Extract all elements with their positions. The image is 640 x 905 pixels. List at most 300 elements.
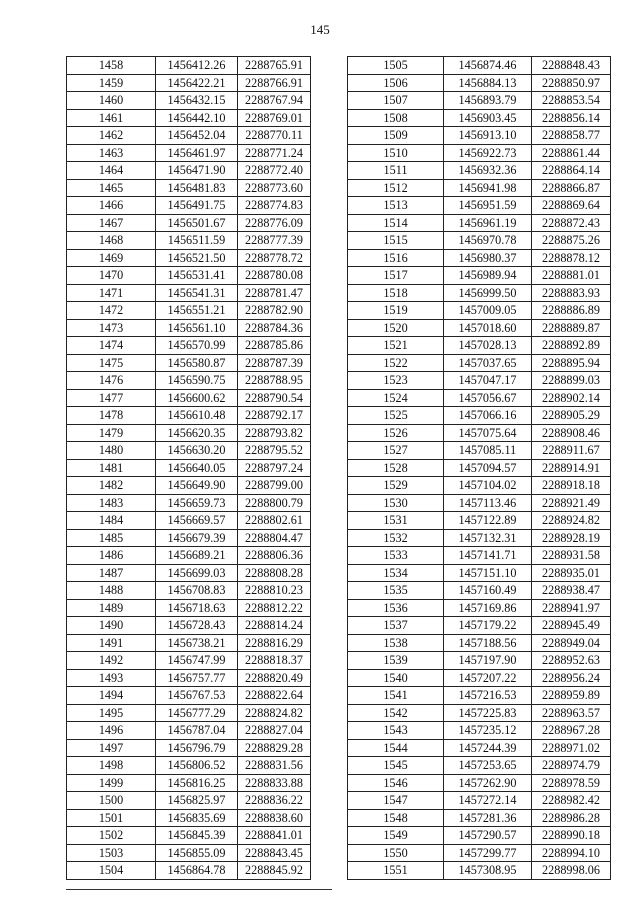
point-number-cell: 1511 bbox=[348, 162, 444, 180]
y-coordinate-cell: 2288777.39 bbox=[238, 232, 311, 250]
table-row bbox=[67, 267, 311, 285]
y-coordinate-cell: 2288831.56 bbox=[238, 757, 311, 775]
table-row bbox=[67, 757, 311, 775]
x-coordinate-cell: 1457113.46 bbox=[444, 494, 532, 512]
x-coordinate-cell: 1457132.31 bbox=[444, 529, 532, 547]
table-row bbox=[348, 179, 611, 197]
x-coordinate-cell: 1457009.05 bbox=[444, 302, 532, 320]
table-row bbox=[348, 144, 611, 162]
y-coordinate-cell: 2288938.47 bbox=[532, 582, 611, 600]
table-row bbox=[348, 687, 611, 705]
y-coordinate-cell: 2288850.97 bbox=[532, 74, 611, 92]
point-number-cell: 1518 bbox=[348, 284, 444, 302]
y-coordinate-cell: 2288924.82 bbox=[532, 512, 611, 530]
x-coordinate-cell: 1456951.59 bbox=[444, 197, 532, 215]
x-coordinate-cell: 1457169.86 bbox=[444, 599, 532, 617]
table-row bbox=[67, 127, 311, 145]
x-coordinate-cell: 1457272.14 bbox=[444, 792, 532, 810]
x-coordinate-cell: 1456999.50 bbox=[444, 284, 532, 302]
table-row bbox=[348, 827, 611, 845]
x-coordinate-cell: 1456442.10 bbox=[156, 109, 238, 127]
x-coordinate-cell: 1456551.21 bbox=[156, 302, 238, 320]
x-coordinate-cell: 1456835.69 bbox=[156, 809, 238, 827]
point-number-cell: 1498 bbox=[67, 757, 156, 775]
x-coordinate-cell: 1457262.90 bbox=[444, 774, 532, 792]
table-row bbox=[67, 774, 311, 792]
y-coordinate-cell: 2288836.22 bbox=[238, 792, 311, 810]
table-row bbox=[348, 302, 611, 320]
y-coordinate-cell: 2288869.64 bbox=[532, 197, 611, 215]
x-coordinate-cell: 1456874.46 bbox=[444, 57, 532, 75]
table-row bbox=[67, 477, 311, 495]
y-coordinate-cell: 2288963.57 bbox=[532, 704, 611, 722]
y-coordinate-cell: 2288911.67 bbox=[532, 442, 611, 460]
point-number-cell: 1527 bbox=[348, 442, 444, 460]
x-coordinate-cell: 1456787.04 bbox=[156, 722, 238, 740]
table-row bbox=[348, 319, 611, 337]
table-row bbox=[348, 249, 611, 267]
x-coordinate-cell: 1456884.13 bbox=[444, 74, 532, 92]
x-coordinate-cell: 1456501.67 bbox=[156, 214, 238, 232]
x-coordinate-cell: 1457308.95 bbox=[444, 862, 532, 880]
table-row bbox=[348, 792, 611, 810]
y-coordinate-cell: 2288767.94 bbox=[238, 92, 311, 110]
point-number-cell: 1499 bbox=[67, 774, 156, 792]
point-number-cell: 1482 bbox=[67, 477, 156, 495]
point-number-cell: 1534 bbox=[348, 564, 444, 582]
table-row bbox=[67, 197, 311, 215]
x-coordinate-cell: 1456989.94 bbox=[444, 267, 532, 285]
table-row bbox=[67, 617, 311, 635]
y-coordinate-cell: 2288793.82 bbox=[238, 424, 311, 442]
table-row bbox=[348, 424, 611, 442]
point-number-cell: 1545 bbox=[348, 757, 444, 775]
table-row bbox=[348, 372, 611, 390]
table-row bbox=[348, 57, 611, 75]
table-row bbox=[348, 232, 611, 250]
y-coordinate-cell: 2288814.24 bbox=[238, 617, 311, 635]
y-coordinate-cell: 2288774.83 bbox=[238, 197, 311, 215]
table-row bbox=[67, 74, 311, 92]
x-coordinate-cell: 1457085.11 bbox=[444, 442, 532, 460]
x-coordinate-cell: 1456640.05 bbox=[156, 459, 238, 477]
point-number-cell: 1464 bbox=[67, 162, 156, 180]
y-coordinate-cell: 2288812.22 bbox=[238, 599, 311, 617]
x-coordinate-cell: 1457094.57 bbox=[444, 459, 532, 477]
table-row bbox=[348, 459, 611, 477]
y-coordinate-cell: 2288829.28 bbox=[238, 739, 311, 757]
table-row bbox=[67, 722, 311, 740]
table-row bbox=[348, 722, 611, 740]
y-coordinate-cell: 2288883.93 bbox=[532, 284, 611, 302]
table-row bbox=[67, 809, 311, 827]
x-coordinate-cell: 1457290.57 bbox=[444, 827, 532, 845]
table-row bbox=[348, 494, 611, 512]
x-coordinate-cell: 1457028.13 bbox=[444, 337, 532, 355]
table-row bbox=[67, 652, 311, 670]
x-coordinate-cell: 1456620.35 bbox=[156, 424, 238, 442]
point-number-cell: 1478 bbox=[67, 407, 156, 425]
y-coordinate-cell: 2288808.28 bbox=[238, 564, 311, 582]
point-number-cell: 1458 bbox=[67, 57, 156, 75]
table-row bbox=[348, 774, 611, 792]
x-coordinate-cell: 1456471.90 bbox=[156, 162, 238, 180]
coordinates-table-right-body bbox=[348, 57, 611, 880]
x-coordinate-cell: 1456511.59 bbox=[156, 232, 238, 250]
x-coordinate-cell: 1456481.83 bbox=[156, 179, 238, 197]
x-coordinate-cell: 1457056.67 bbox=[444, 389, 532, 407]
point-number-cell: 1494 bbox=[67, 687, 156, 705]
x-coordinate-cell: 1456689.21 bbox=[156, 547, 238, 565]
x-coordinate-cell: 1457122.89 bbox=[444, 512, 532, 530]
x-coordinate-cell: 1457141.71 bbox=[444, 547, 532, 565]
point-number-cell: 1501 bbox=[67, 809, 156, 827]
point-number-cell: 1471 bbox=[67, 284, 156, 302]
point-number-cell: 1466 bbox=[67, 197, 156, 215]
point-number-cell: 1481 bbox=[67, 459, 156, 477]
x-coordinate-cell: 1456816.25 bbox=[156, 774, 238, 792]
coordinates-table-left bbox=[66, 56, 311, 880]
y-coordinate-cell: 2288878.12 bbox=[532, 249, 611, 267]
point-number-cell: 1512 bbox=[348, 179, 444, 197]
point-number-cell: 1465 bbox=[67, 179, 156, 197]
x-coordinate-cell: 1456570.99 bbox=[156, 337, 238, 355]
table-row bbox=[67, 319, 311, 337]
x-coordinate-cell: 1456747.99 bbox=[156, 652, 238, 670]
point-number-cell: 1500 bbox=[67, 792, 156, 810]
point-number-cell: 1526 bbox=[348, 424, 444, 442]
table-row bbox=[67, 494, 311, 512]
table-row bbox=[348, 477, 611, 495]
point-number-cell: 1533 bbox=[348, 547, 444, 565]
x-coordinate-cell: 1457188.56 bbox=[444, 634, 532, 652]
y-coordinate-cell: 2288875.26 bbox=[532, 232, 611, 250]
y-coordinate-cell: 2288974.79 bbox=[532, 757, 611, 775]
table-row bbox=[67, 372, 311, 390]
point-number-cell: 1549 bbox=[348, 827, 444, 845]
y-coordinate-cell: 2288790.54 bbox=[238, 389, 311, 407]
x-coordinate-cell: 1456610.48 bbox=[156, 407, 238, 425]
x-coordinate-cell: 1457037.65 bbox=[444, 354, 532, 372]
point-number-cell: 1522 bbox=[348, 354, 444, 372]
point-number-cell: 1540 bbox=[348, 669, 444, 687]
y-coordinate-cell: 2288928.19 bbox=[532, 529, 611, 547]
y-coordinate-cell: 2288781.47 bbox=[238, 284, 311, 302]
table-row bbox=[67, 57, 311, 75]
table-row bbox=[348, 529, 611, 547]
table-row bbox=[348, 162, 611, 180]
page-number: 145 bbox=[310, 22, 330, 37]
x-coordinate-cell: 1456893.79 bbox=[444, 92, 532, 110]
y-coordinate-cell: 2288994.10 bbox=[532, 844, 611, 862]
y-coordinate-cell: 2288800.79 bbox=[238, 494, 311, 512]
table-row bbox=[348, 739, 611, 757]
y-coordinate-cell: 2288990.18 bbox=[532, 827, 611, 845]
table-row bbox=[348, 214, 611, 232]
y-coordinate-cell: 2288804.47 bbox=[238, 529, 311, 547]
y-coordinate-cell: 2288797.24 bbox=[238, 459, 311, 477]
x-coordinate-cell: 1456422.21 bbox=[156, 74, 238, 92]
x-coordinate-cell: 1456669.57 bbox=[156, 512, 238, 530]
table-row bbox=[348, 109, 611, 127]
point-number-cell: 1548 bbox=[348, 809, 444, 827]
table-row bbox=[67, 512, 311, 530]
table-row bbox=[67, 337, 311, 355]
point-number-cell: 1517 bbox=[348, 267, 444, 285]
point-number-cell: 1486 bbox=[67, 547, 156, 565]
y-coordinate-cell: 2288802.61 bbox=[238, 512, 311, 530]
x-coordinate-cell: 1457179.22 bbox=[444, 617, 532, 635]
x-coordinate-cell: 1457197.90 bbox=[444, 652, 532, 670]
y-coordinate-cell: 2288833.88 bbox=[238, 774, 311, 792]
y-coordinate-cell: 2288921.49 bbox=[532, 494, 611, 512]
point-number-cell: 1503 bbox=[67, 844, 156, 862]
point-number-cell: 1539 bbox=[348, 652, 444, 670]
x-coordinate-cell: 1456699.03 bbox=[156, 564, 238, 582]
x-coordinate-cell: 1456922.73 bbox=[444, 144, 532, 162]
x-coordinate-cell: 1457225.83 bbox=[444, 704, 532, 722]
y-coordinate-cell: 2288818.37 bbox=[238, 652, 311, 670]
point-number-cell: 1476 bbox=[67, 372, 156, 390]
x-coordinate-cell: 1456521.50 bbox=[156, 249, 238, 267]
x-coordinate-cell: 1456718.63 bbox=[156, 599, 238, 617]
table-row bbox=[67, 827, 311, 845]
y-coordinate-cell: 2288780.08 bbox=[238, 267, 311, 285]
x-coordinate-cell: 1456491.75 bbox=[156, 197, 238, 215]
point-number-cell: 1520 bbox=[348, 319, 444, 337]
table-row bbox=[67, 862, 311, 880]
point-number-cell: 1505 bbox=[348, 57, 444, 75]
x-coordinate-cell: 1456412.26 bbox=[156, 57, 238, 75]
table-row bbox=[67, 144, 311, 162]
point-number-cell: 1489 bbox=[67, 599, 156, 617]
table-row bbox=[67, 844, 311, 862]
y-coordinate-cell: 2288845.92 bbox=[238, 862, 311, 880]
point-number-cell: 1462 bbox=[67, 127, 156, 145]
y-coordinate-cell: 2288856.14 bbox=[532, 109, 611, 127]
table-row bbox=[67, 424, 311, 442]
point-number-cell: 1508 bbox=[348, 109, 444, 127]
y-coordinate-cell: 2288773.60 bbox=[238, 179, 311, 197]
x-coordinate-cell: 1456708.83 bbox=[156, 582, 238, 600]
y-coordinate-cell: 2288843.45 bbox=[238, 844, 311, 862]
footer-divider bbox=[66, 889, 332, 890]
y-coordinate-cell: 2288799.00 bbox=[238, 477, 311, 495]
y-coordinate-cell: 2288902.14 bbox=[532, 389, 611, 407]
point-number-cell: 1530 bbox=[348, 494, 444, 512]
table-row bbox=[67, 92, 311, 110]
y-coordinate-cell: 2288978.59 bbox=[532, 774, 611, 792]
y-coordinate-cell: 2288892.89 bbox=[532, 337, 611, 355]
table-row bbox=[348, 704, 611, 722]
x-coordinate-cell: 1457018.60 bbox=[444, 319, 532, 337]
table-row bbox=[348, 354, 611, 372]
x-coordinate-cell: 1456452.04 bbox=[156, 127, 238, 145]
point-number-cell: 1550 bbox=[348, 844, 444, 862]
point-number-cell: 1542 bbox=[348, 704, 444, 722]
y-coordinate-cell: 2288765.91 bbox=[238, 57, 311, 75]
table-row bbox=[67, 704, 311, 722]
point-number-cell: 1536 bbox=[348, 599, 444, 617]
table-row bbox=[348, 844, 611, 862]
table-row bbox=[67, 162, 311, 180]
point-number-cell: 1463 bbox=[67, 144, 156, 162]
y-coordinate-cell: 2288816.29 bbox=[238, 634, 311, 652]
y-coordinate-cell: 2288889.87 bbox=[532, 319, 611, 337]
x-coordinate-cell: 1456825.97 bbox=[156, 792, 238, 810]
table-row bbox=[348, 127, 611, 145]
x-coordinate-cell: 1456531.41 bbox=[156, 267, 238, 285]
y-coordinate-cell: 2288787.39 bbox=[238, 354, 311, 372]
point-number-cell: 1497 bbox=[67, 739, 156, 757]
y-coordinate-cell: 2288824.82 bbox=[238, 704, 311, 722]
x-coordinate-cell: 1456679.39 bbox=[156, 529, 238, 547]
point-number-cell: 1491 bbox=[67, 634, 156, 652]
x-coordinate-cell: 1457151.10 bbox=[444, 564, 532, 582]
x-coordinate-cell: 1457299.77 bbox=[444, 844, 532, 862]
y-coordinate-cell: 2288864.14 bbox=[532, 162, 611, 180]
table-row bbox=[67, 564, 311, 582]
x-coordinate-cell: 1457075.64 bbox=[444, 424, 532, 442]
y-coordinate-cell: 2288771.24 bbox=[238, 144, 311, 162]
y-coordinate-cell: 2288886.89 bbox=[532, 302, 611, 320]
table-row bbox=[67, 634, 311, 652]
y-coordinate-cell: 2288806.36 bbox=[238, 547, 311, 565]
table-row bbox=[67, 669, 311, 687]
point-number-cell: 1532 bbox=[348, 529, 444, 547]
point-number-cell: 1502 bbox=[67, 827, 156, 845]
table-row bbox=[348, 599, 611, 617]
x-coordinate-cell: 1456561.10 bbox=[156, 319, 238, 337]
point-number-cell: 1513 bbox=[348, 197, 444, 215]
table-row bbox=[67, 302, 311, 320]
point-number-cell: 1470 bbox=[67, 267, 156, 285]
point-number-cell: 1467 bbox=[67, 214, 156, 232]
x-coordinate-cell: 1457207.22 bbox=[444, 669, 532, 687]
point-number-cell: 1484 bbox=[67, 512, 156, 530]
x-coordinate-cell: 1456845.39 bbox=[156, 827, 238, 845]
y-coordinate-cell: 2288986.28 bbox=[532, 809, 611, 827]
table-row bbox=[67, 407, 311, 425]
y-coordinate-cell: 2288782.90 bbox=[238, 302, 311, 320]
y-coordinate-cell: 2288998.06 bbox=[532, 862, 611, 880]
point-number-cell: 1474 bbox=[67, 337, 156, 355]
point-number-cell: 1506 bbox=[348, 74, 444, 92]
y-coordinate-cell: 2288956.24 bbox=[532, 669, 611, 687]
table-row bbox=[67, 459, 311, 477]
table-row bbox=[348, 634, 611, 652]
y-coordinate-cell: 2288776.09 bbox=[238, 214, 311, 232]
point-number-cell: 1485 bbox=[67, 529, 156, 547]
x-coordinate-cell: 1456649.90 bbox=[156, 477, 238, 495]
table-row bbox=[348, 267, 611, 285]
y-coordinate-cell: 2288788.95 bbox=[238, 372, 311, 390]
x-coordinate-cell: 1456738.21 bbox=[156, 634, 238, 652]
y-coordinate-cell: 2288895.94 bbox=[532, 354, 611, 372]
point-number-cell: 1487 bbox=[67, 564, 156, 582]
table-row bbox=[67, 109, 311, 127]
point-number-cell: 1544 bbox=[348, 739, 444, 757]
table-row bbox=[348, 862, 611, 880]
y-coordinate-cell: 2288820.49 bbox=[238, 669, 311, 687]
point-number-cell: 1531 bbox=[348, 512, 444, 530]
x-coordinate-cell: 1456728.43 bbox=[156, 617, 238, 635]
point-number-cell: 1543 bbox=[348, 722, 444, 740]
x-coordinate-cell: 1456932.36 bbox=[444, 162, 532, 180]
table-row bbox=[67, 179, 311, 197]
x-coordinate-cell: 1456941.98 bbox=[444, 179, 532, 197]
table-row bbox=[348, 564, 611, 582]
x-coordinate-cell: 1456541.31 bbox=[156, 284, 238, 302]
point-number-cell: 1480 bbox=[67, 442, 156, 460]
y-coordinate-cell: 2288827.04 bbox=[238, 722, 311, 740]
table-row bbox=[348, 582, 611, 600]
table-row bbox=[67, 214, 311, 232]
table-row bbox=[348, 652, 611, 670]
coordinates-table-left-body bbox=[67, 57, 311, 880]
x-coordinate-cell: 1456600.62 bbox=[156, 389, 238, 407]
x-coordinate-cell: 1456659.73 bbox=[156, 494, 238, 512]
y-coordinate-cell: 2288858.77 bbox=[532, 127, 611, 145]
y-coordinate-cell: 2288792.17 bbox=[238, 407, 311, 425]
table-row bbox=[348, 197, 611, 215]
y-coordinate-cell: 2288769.01 bbox=[238, 109, 311, 127]
point-number-cell: 1468 bbox=[67, 232, 156, 250]
x-coordinate-cell: 1456855.09 bbox=[156, 844, 238, 862]
x-coordinate-cell: 1456806.52 bbox=[156, 757, 238, 775]
y-coordinate-cell: 2288899.03 bbox=[532, 372, 611, 390]
x-coordinate-cell: 1456970.78 bbox=[444, 232, 532, 250]
point-number-cell: 1493 bbox=[67, 669, 156, 687]
y-coordinate-cell: 2288772.40 bbox=[238, 162, 311, 180]
x-coordinate-cell: 1457281.36 bbox=[444, 809, 532, 827]
y-coordinate-cell: 2288918.18 bbox=[532, 477, 611, 495]
point-number-cell: 1514 bbox=[348, 214, 444, 232]
y-coordinate-cell: 2288838.60 bbox=[238, 809, 311, 827]
point-number-cell: 1479 bbox=[67, 424, 156, 442]
point-number-cell: 1538 bbox=[348, 634, 444, 652]
point-number-cell: 1519 bbox=[348, 302, 444, 320]
point-number-cell: 1483 bbox=[67, 494, 156, 512]
table-row bbox=[348, 757, 611, 775]
table-row bbox=[67, 249, 311, 267]
point-number-cell: 1510 bbox=[348, 144, 444, 162]
y-coordinate-cell: 2288881.01 bbox=[532, 267, 611, 285]
y-coordinate-cell: 2288866.87 bbox=[532, 179, 611, 197]
point-number-cell: 1504 bbox=[67, 862, 156, 880]
y-coordinate-cell: 2288785.86 bbox=[238, 337, 311, 355]
table-row bbox=[348, 809, 611, 827]
point-number-cell: 1516 bbox=[348, 249, 444, 267]
point-number-cell: 1472 bbox=[67, 302, 156, 320]
point-number-cell: 1461 bbox=[67, 109, 156, 127]
table-row bbox=[348, 92, 611, 110]
x-coordinate-cell: 1457104.02 bbox=[444, 477, 532, 495]
y-coordinate-cell: 2288770.11 bbox=[238, 127, 311, 145]
y-coordinate-cell: 2288795.52 bbox=[238, 442, 311, 460]
y-coordinate-cell: 2288861.44 bbox=[532, 144, 611, 162]
x-coordinate-cell: 1456580.87 bbox=[156, 354, 238, 372]
y-coordinate-cell: 2288971.02 bbox=[532, 739, 611, 757]
point-number-cell: 1515 bbox=[348, 232, 444, 250]
point-number-cell: 1488 bbox=[67, 582, 156, 600]
table-row bbox=[67, 232, 311, 250]
point-number-cell: 1507 bbox=[348, 92, 444, 110]
y-coordinate-cell: 2288945.49 bbox=[532, 617, 611, 635]
x-coordinate-cell: 1456461.97 bbox=[156, 144, 238, 162]
table-row bbox=[67, 354, 311, 372]
table-row bbox=[348, 389, 611, 407]
